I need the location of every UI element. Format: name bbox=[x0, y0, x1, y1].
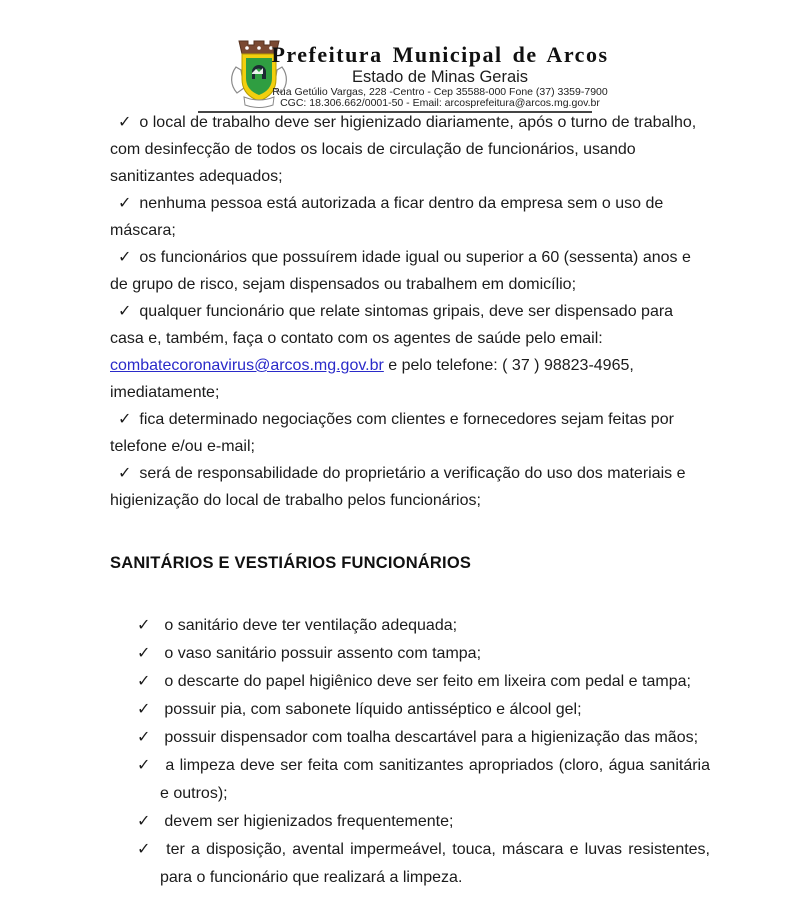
guideline-paragraph bbox=[110, 298, 710, 406]
guideline-text: o local de trabalho deve ser higienizado diariamente, após o turno de trabalho, com desinfecção de todos os locais de circulação de funcionários, usando sanitizantes adequados; bbox=[110, 114, 697, 185]
list-item-text: a limpeza deve ser feita com sanitizantes apropriados (cloro, água sanitária e outros); bbox=[160, 757, 711, 802]
check-bullet-icon: ✓ bbox=[118, 465, 132, 482]
list-item bbox=[110, 724, 710, 752]
list-item-text: o descarte do papel higiênico deve ser feito em lixeira com pedal e tampa; bbox=[164, 673, 691, 690]
guideline-text: fica determinado negociações com clientes e fornecedores sejam feitas por telefone e/ou e-mail; bbox=[110, 411, 674, 455]
check-bullet-icon: ✓ bbox=[118, 249, 132, 266]
sanitarios-list bbox=[110, 612, 710, 892]
header-text-block bbox=[150, 42, 730, 109]
list-item-text: o sanitário deve ter ventilação adequada; bbox=[164, 617, 458, 634]
org-address-line: Rua Getúlio Vargas, 228 -Centro - Cep 35588-000 Fone (37) 3359-7900 bbox=[272, 86, 608, 98]
org-subtitle: Estado de Minas Gerais bbox=[351, 68, 529, 86]
check-bullet-icon: ✓ bbox=[137, 841, 153, 858]
org-title: Prefeitura Municipal de Arcos bbox=[271, 42, 609, 67]
check-bullet-icon: ✓ bbox=[118, 195, 132, 212]
email-link[interactable]: combatecoronavirus@arcos.mg.gov.br bbox=[110, 357, 384, 374]
guideline-text: qualquer funcionário que relate sintomas gripais, deve ser dispensado para casa e, também, faça o contato com os agentes de saúde pelo email: bbox=[110, 303, 674, 347]
list-item-text: ter a disposição, avental impermeável, touca, máscara e luvas resistentes, para o funcionário que realizará a limpeza. bbox=[160, 841, 710, 886]
guideline-paragraph bbox=[110, 406, 710, 460]
guideline-text: os funcionários que possuírem idade igual ou superior a 60 (sessenta) anos e de grupo de risco, sejam dispensados ou trabalhem em domicílio; bbox=[110, 249, 691, 293]
check-bullet-icon: ✓ bbox=[137, 729, 151, 746]
check-bullet-icon: ✓ bbox=[137, 813, 151, 830]
list-item bbox=[110, 808, 710, 836]
guideline-text: nenhuma pessoa está autorizada a ficar dentro da empresa sem o uso de máscara; bbox=[110, 195, 664, 239]
document-body bbox=[110, 109, 710, 892]
guideline-text: e pelo telefone: ( 37 ) 98823-4965, imediatamente; bbox=[110, 357, 634, 401]
list-item-text: possuir pia, com sabonete líquido antisséptico e álcool gel; bbox=[164, 701, 582, 718]
check-bullet-icon: ✓ bbox=[137, 673, 151, 690]
check-bullet-icon: ✓ bbox=[137, 757, 152, 774]
check-bullet-icon: ✓ bbox=[137, 645, 151, 662]
check-bullet-icon: ✓ bbox=[118, 303, 132, 320]
list-item bbox=[110, 696, 710, 724]
guideline-paragraph bbox=[110, 190, 710, 244]
section-heading: SANITÁRIOS E VESTIÁRIOS FUNCIONÁRIOS bbox=[110, 554, 472, 572]
org-registration-line: CGC: 18.306.662/0001-50 - Email: arcosprefeitura@arcos.mg.gov.br bbox=[280, 97, 600, 109]
check-bullet-icon: ✓ bbox=[137, 617, 151, 634]
list-item bbox=[110, 668, 710, 696]
check-bullet-icon: ✓ bbox=[118, 114, 132, 131]
check-bullet-icon: ✓ bbox=[137, 701, 151, 718]
list-item bbox=[110, 640, 710, 668]
list-item bbox=[110, 612, 710, 640]
guideline-text: será de responsabilidade do proprietário a verificação do uso dos materiais e higienização do local de trabalho pelos funcionários; bbox=[110, 465, 686, 509]
list-item-text: devem ser higienizados frequentemente; bbox=[164, 813, 454, 830]
list-item-text: possuir dispensador com toalha descartável para a higienização das mãos; bbox=[164, 729, 699, 746]
list-item-text: o vaso sanitário possuir assento com tampa; bbox=[164, 645, 482, 662]
list-item bbox=[110, 836, 710, 892]
guideline-paragraph bbox=[110, 244, 710, 298]
check-bullet-icon: ✓ bbox=[118, 411, 132, 428]
list-item bbox=[110, 752, 710, 808]
guideline-paragraph bbox=[110, 460, 710, 514]
guideline-paragraph bbox=[110, 109, 710, 190]
